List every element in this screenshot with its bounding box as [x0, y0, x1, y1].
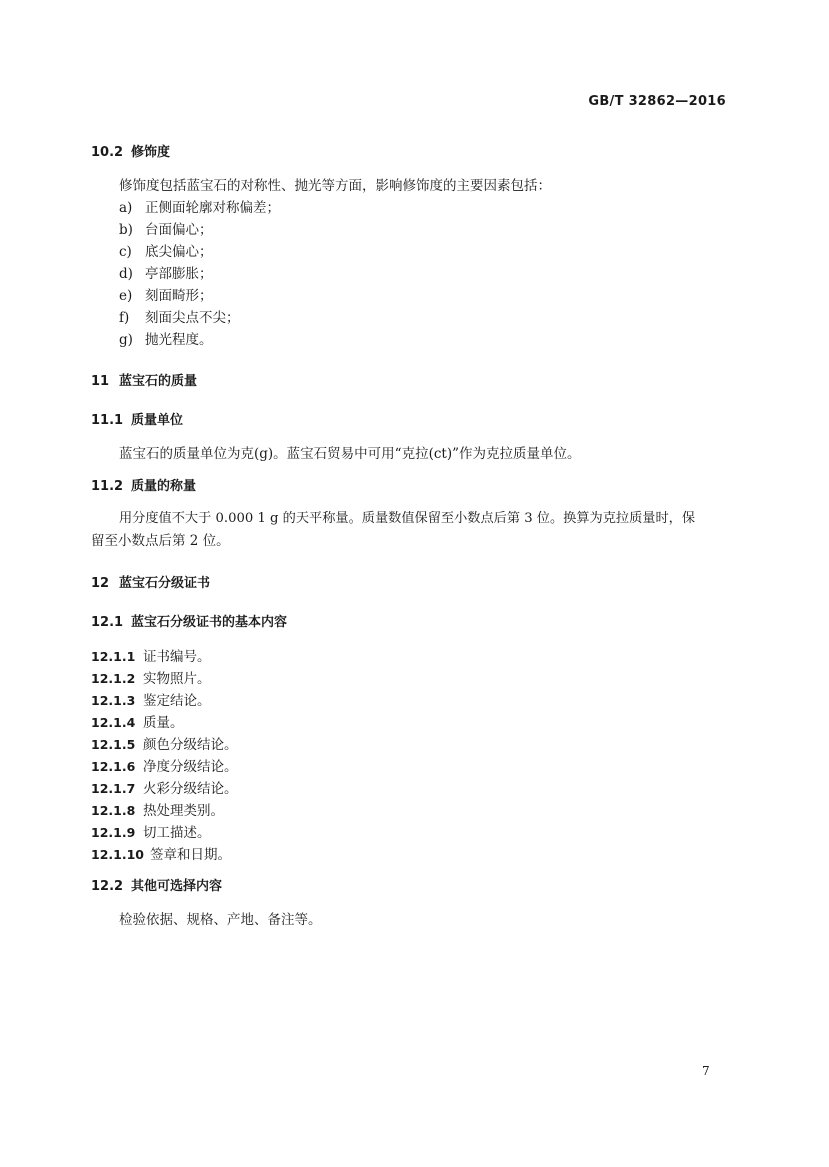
list-label: f)	[119, 310, 130, 326]
section-number: 12.2	[91, 879, 124, 894]
list-text: 刻面尖点不尖；	[145, 310, 240, 326]
list-label: a)	[119, 200, 133, 216]
list-item	[119, 331, 213, 349]
page-number: 7	[702, 1064, 710, 1078]
section-title: 修饰度	[131, 145, 171, 160]
subclause-number: 12.1.2	[91, 671, 136, 686]
list-item	[119, 221, 213, 239]
subclause-text: 实物照片。	[143, 671, 211, 687]
list-item	[119, 243, 213, 261]
section-heading-11	[91, 373, 197, 391]
list-label: d)	[119, 266, 133, 282]
subclause-item	[91, 824, 211, 842]
list-item	[119, 199, 280, 217]
list-text: 正侧面轮廓对称偏差；	[145, 200, 280, 216]
list-text: 亭部膨胀；	[145, 266, 213, 282]
list-item	[119, 309, 240, 327]
subclause-item	[91, 802, 224, 820]
list-text: 抛光程度。	[145, 332, 213, 348]
list-text: 台面偏心；	[145, 222, 213, 238]
subclause-number: 12.1.10	[91, 847, 144, 862]
standard-code: GB/T 32862—2016	[588, 94, 726, 109]
section-title: 蓝宝石分级证书的基本内容	[131, 615, 288, 630]
list-item	[119, 265, 213, 283]
subclause-text: 热处理类别。	[143, 803, 224, 819]
section-title: 蓝宝石的质量	[119, 374, 198, 389]
subclause-text: 质量。	[143, 715, 184, 731]
paragraph-continuation: 留至小数点后第 2 位。	[91, 533, 230, 549]
section-number: 10.2	[91, 145, 124, 160]
subclause-item	[91, 780, 238, 798]
subclause-item	[91, 758, 238, 776]
subclause-number: 12.1.1	[91, 649, 136, 664]
subclause-number: 12.1.9	[91, 825, 136, 840]
list-label: c)	[119, 244, 132, 260]
section-heading-11-2	[91, 478, 196, 496]
list-label: g)	[119, 332, 133, 348]
section-number: 11.1	[91, 413, 124, 428]
subclause-item	[91, 670, 211, 688]
section-number: 12	[91, 576, 110, 591]
section-heading-10-2	[91, 144, 170, 162]
subclause-item	[91, 846, 231, 864]
list-label: b)	[119, 222, 133, 238]
section-title: 质量单位	[131, 413, 184, 428]
subclause-number: 12.1.3	[91, 693, 136, 708]
section-number: 11	[91, 374, 110, 389]
subclause-number: 12.1.6	[91, 759, 136, 774]
section-title: 其他可选择内容	[131, 879, 223, 894]
list-text: 底尖偏心；	[145, 244, 213, 260]
subclause-number: 12.1.8	[91, 803, 136, 818]
subclause-number: 12.1.4	[91, 715, 136, 730]
paragraph: 检验依据、规格、产地、备注等。	[119, 912, 322, 928]
subclause-text: 签章和日期。	[150, 847, 231, 863]
section-number: 11.2	[91, 479, 124, 494]
subclause-text: 鉴定结论。	[143, 693, 211, 709]
list-text: 刻面畸形；	[145, 288, 213, 304]
subclause-item	[91, 648, 211, 666]
list-item	[119, 287, 213, 305]
section-heading-12-2	[91, 878, 222, 896]
section-heading-12	[91, 575, 210, 593]
subclause-item	[91, 736, 238, 754]
subclause-text: 颜色分级结论。	[143, 737, 238, 753]
section-title: 质量的称量	[131, 479, 197, 494]
subclause-number: 12.1.7	[91, 781, 136, 796]
paragraph: 修饰度包括蓝宝石的对称性、抛光等方面，影响修饰度的主要因素包括：	[119, 178, 551, 194]
section-heading-11-1	[91, 412, 183, 430]
subclause-text: 净度分级结论。	[143, 759, 238, 775]
section-heading-12-1	[91, 614, 287, 632]
subclause-number: 12.1.5	[91, 737, 136, 752]
subclause-text: 切工描述。	[143, 825, 211, 841]
subclause-text: 证书编号。	[143, 649, 211, 665]
section-number: 12.1	[91, 615, 124, 630]
paragraph: 用分度值不大于 0.000 1 g 的天平称量。质量数值保留至小数点后第 3 位。换算为克拉质量时，保	[119, 511, 696, 526]
paragraph: 蓝宝石的质量单位为克(g)。蓝宝石贸易中可用“克拉(ct)”作为克拉质量单位。	[119, 446, 581, 462]
section-title: 蓝宝石分级证书	[119, 576, 211, 591]
subclause-item	[91, 692, 211, 710]
subclause-item	[91, 714, 184, 732]
subclause-text: 火彩分级结论。	[143, 781, 238, 797]
list-label: e)	[119, 288, 133, 304]
